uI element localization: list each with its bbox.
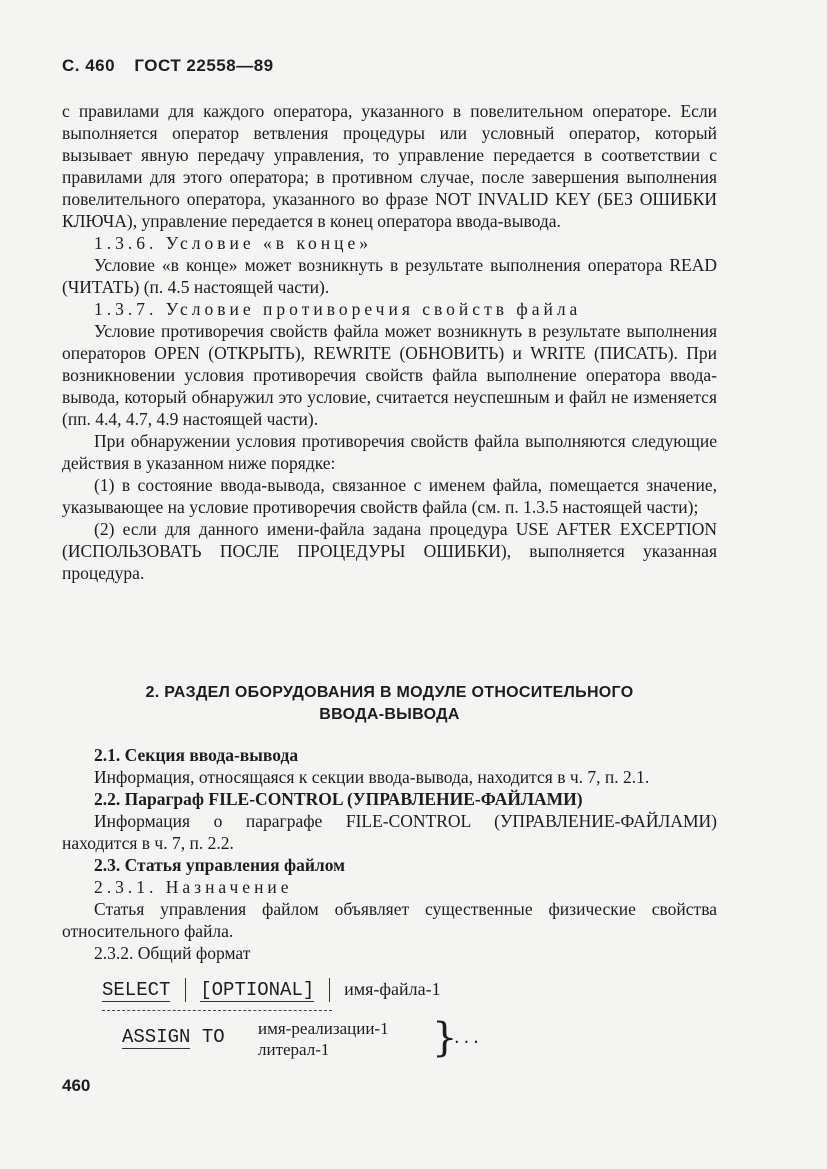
heading-2-3-2: 2.3.2. Общий формат [94, 943, 251, 963]
section-2-title-line-1: 2. РАЗДЕЛ ОБОРУДОВАНИЯ В МОДУЛЕ ОТНОСИТЕЛЬНОГО [145, 684, 634, 701]
format-select-line [102, 978, 441, 1002]
keyword-to: TO [201, 1026, 225, 1048]
option-literal: литерал-1 [258, 1040, 330, 1059]
paragraph-2-3-1: Статья управления файлом объявляет существенные физические свойства относительного файла. [62, 899, 717, 941]
option-implementation-name: имя-реализации-1 [258, 1019, 389, 1038]
page-header [62, 56, 274, 76]
standard-number: ГОСТ 22558—89 [134, 56, 274, 75]
assign-options [258, 1018, 438, 1060]
keyword-select: SELECT [102, 979, 171, 1002]
optional-dash-line [102, 1010, 332, 1011]
paragraph-2-2: Информация о параграфе FILE-CONTROL (УПРАВЛЕНИЕ-ФАЙЛАМИ) находится в ч. 7, п. 2.2. [62, 811, 717, 853]
paragraph-2-1: Информация, относящаяся к секции ввода-вывода, находится в ч. 7, п. 2.1. [94, 767, 650, 787]
filename-placeholder: имя-файла-1 [344, 979, 441, 1000]
section-2-title-line-2: ВВОДА-ВЫВОДА [319, 706, 460, 723]
paragraph-intro: с правилами для каждого оператора, указанного в повелительном операторе. Если выполняется оператор ветвления процедуры или условный оператор, который вызывает явную передачу управления, то управление передается в соответствии с правилами для этого оператора; в противном случае, после завершения выполнения повелительного оператора, указанного во фразе NOT INVALID KEY (БЕЗ ОШИБКИ КЛЮЧА), управление передается в конец оператора ввода-вывода. [62, 101, 717, 231]
list-item-2: (2) если для данного имени-файла задана процедура USE AFTER EXCEPTION (ИСПОЛЬЗОВАТЬ ПОСЛЕ ПРОЦЕДУРЫ ОШИБКИ), выполняется указанная процедура. [62, 519, 717, 583]
right-brace: } [432, 1015, 458, 1061]
heading-2-3: 2.3. Статья управления файлом [94, 855, 346, 875]
heading-2-2: 2.2. Параграф FILE-CONTROL (УПРАВЛЕНИЕ-ФАЙЛАМИ) [94, 789, 583, 809]
page-label: С. 460 [62, 56, 116, 75]
format-assign-line [122, 1026, 225, 1048]
paragraph-1-3-6: Условие «в конце» может возникнуть в результате выполнения оператора READ (ЧИТАТЬ) (п. 4.5 настоящей части). [62, 255, 717, 297]
body-text [62, 100, 717, 584]
paragraph-1-3-7-actions: При обнаружении условия противоречия свойств файла выполняются следующие действия в указанном ниже порядке: [62, 431, 717, 473]
bracket-bar [329, 978, 330, 1002]
keyword-optional: [OPTIONAL] [200, 979, 315, 1002]
keyword-assign: ASSIGN [122, 1026, 191, 1048]
list-item-1: (1) в состояние ввода-вывода, связанное с именем файла, помещается значение, указывающее на условие противоречия свойств файла (см. п. 1.3.5 настоящей части); [62, 475, 717, 517]
ellipsis: ... [452, 1030, 481, 1048]
page-number: 460 [62, 1076, 91, 1095]
section-2-body [62, 744, 717, 964]
heading-1-3-7: 1.3.7. Условие противоречия свойств файла [94, 299, 582, 319]
heading-1-3-6: 1.3.6. Условие «в конце» [94, 233, 373, 253]
paragraph-1-3-7: Условие противоречия свойств файла может возникнуть в результате выполнения операторов OPEN (ОТКРЫТЬ), REWRITE (ОБНОВИТЬ) и WRITE (ПИСАТЬ). При возникновении условия противоречия свойств файла выполнение оператора ввода-вывода, который обнаружил это условие, считается неуспешным и файл не изменяется (пп. 4.4, 4.7, 4.9 настоящей части). [62, 321, 717, 429]
bracket-bar [185, 978, 186, 1002]
heading-2-3-1: 2.3.1. Назначение [94, 877, 293, 897]
section-2-title [62, 682, 717, 726]
heading-2-1: 2.1. Секция ввода-вывода [94, 745, 299, 765]
